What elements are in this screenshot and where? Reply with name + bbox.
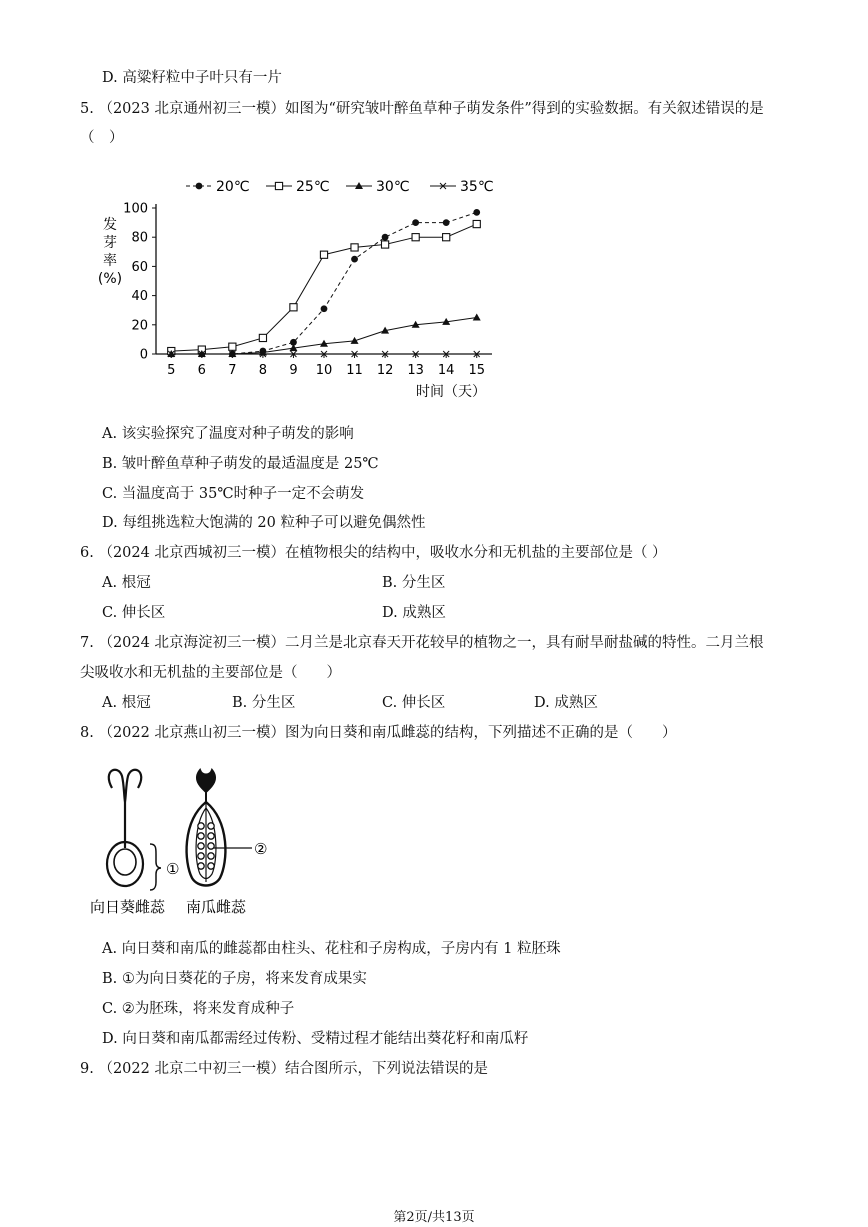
q7-option-b: B. 分生区 xyxy=(232,695,296,711)
q4-option-d: D. 高粱籽粒中子叶只有一片 xyxy=(102,70,282,86)
series-1 xyxy=(168,220,481,354)
x-tick-label: 7 xyxy=(228,363,237,378)
caption-pumpkin: 南瓜雌蕊 xyxy=(186,898,247,916)
data-point xyxy=(381,241,388,248)
data-point xyxy=(473,220,480,227)
y-axis-label-char: (%) xyxy=(97,271,123,287)
x-tick-label: 6 xyxy=(197,363,206,378)
caption-sunflower: 向日葵雌蕊 xyxy=(90,898,166,916)
data-point xyxy=(473,314,481,321)
y-axis-label-char: 发 xyxy=(103,217,117,233)
brace xyxy=(150,844,161,890)
q6-option-d: D. 成熟区 xyxy=(382,605,446,621)
y-tick-label: 0 xyxy=(139,347,148,363)
y-tick-label: 100 xyxy=(123,201,148,217)
label-2: ② xyxy=(254,840,268,858)
label-1: ① xyxy=(166,860,180,878)
q7-option-a: A. 根冠 xyxy=(102,695,151,711)
y-axis-label-char: 率 xyxy=(103,253,117,269)
q5-stem-line2: （ ） xyxy=(80,130,124,146)
q8-option-c: C. ②为胚珠，将来发育成种子 xyxy=(102,1001,295,1017)
y-tick-label: 80 xyxy=(131,230,148,246)
data-point xyxy=(320,251,327,258)
q8-option-b: B. ①为向日葵花的子房，将来发育成果实 xyxy=(102,971,367,987)
q6-option-a: A. 根冠 xyxy=(102,575,151,591)
data-point xyxy=(473,209,480,216)
series-line xyxy=(171,224,476,351)
legend-label: 20℃ xyxy=(216,179,250,195)
y-tick-label: 40 xyxy=(131,289,148,305)
legend-label: 30℃ xyxy=(376,179,410,195)
q8-option-a: A. 向日葵和南瓜的雌蕊都由柱头、花柱和子房构成，子房内有 1 粒胚珠 xyxy=(102,941,561,957)
data-point xyxy=(443,234,450,241)
sunflower-pistil xyxy=(107,770,143,886)
q7-stem-line1: 7. （2024 北京海淀初三一模）二月兰是北京春天开花较早的植物之一，具有耐旱耐盐碱的特性。二月兰根 xyxy=(80,635,764,651)
data-point xyxy=(351,244,358,251)
x-tick-label: 15 xyxy=(468,363,486,378)
pumpkin-pistil xyxy=(187,770,252,886)
chart-series xyxy=(167,209,480,357)
q8-stem: 8. （2022 北京燕山初三一模）图为向日葵和南瓜雌蕊的结构，下列描述不正确的是（ ） xyxy=(80,725,677,741)
x-tick-label: 11 xyxy=(346,363,363,378)
y-axis-label-char: 芽 xyxy=(103,235,117,251)
y-tick-label: 60 xyxy=(131,259,148,275)
data-point xyxy=(290,304,297,311)
q5-option-d: D. 每组挑选粒大饱满的 20 粒种子可以避免偶然性 xyxy=(102,515,426,531)
y-tick-label: 20 xyxy=(131,318,148,334)
data-point xyxy=(382,234,389,241)
x-tick-label: 13 xyxy=(407,363,424,378)
q6-option-c: C. 伸长区 xyxy=(102,605,166,621)
germination-chart xyxy=(90,168,520,408)
q9-stem: 9. （2022 北京二中初三一模）结合图所示，下列说法错误的是 xyxy=(80,1061,488,1077)
series-2 xyxy=(167,314,480,358)
data-point xyxy=(229,343,236,350)
q5-option-a: A. 该实验探究了温度对种子萌发的影响 xyxy=(102,426,354,442)
q7-option-d: D. 成熟区 xyxy=(534,695,598,711)
data-point xyxy=(412,234,419,241)
legend-label: 35℃ xyxy=(460,179,494,195)
q7-stem-line2: 尖吸收水和无机盐的主要部位是（ ） xyxy=(80,665,341,681)
x-tick-label: 8 xyxy=(258,363,268,378)
q5-option-c: C. 当温度高于 35℃时种子一定不会萌发 xyxy=(102,486,365,502)
chart-ylabel xyxy=(98,217,122,287)
x-tick-label: 9 xyxy=(289,363,298,378)
series-0 xyxy=(168,209,480,357)
x-tick-label: 12 xyxy=(376,363,394,378)
chart-axes xyxy=(123,202,492,401)
q8-option-d: D. 向日葵和南瓜都需经过传粉、受精过程才能结出葵花籽和南瓜籽 xyxy=(102,1031,529,1047)
data-point xyxy=(275,182,282,189)
data-point xyxy=(321,305,328,312)
page-footer: 第2页/共13页 xyxy=(393,1210,475,1225)
q7-option-c: C. 伸长区 xyxy=(382,695,446,711)
q5-option-b: B. 皱叶醉鱼草种子萌发的最适温度是 25℃ xyxy=(102,456,379,472)
q5-stem-line1: 5. （2023 北京通州初三一模）如图为“研究皱叶醉鱼草种子萌发条件”得到的实验数据。有关叙述错误的是 xyxy=(80,101,764,117)
data-point xyxy=(351,256,358,263)
chart-legend xyxy=(186,179,494,195)
data-point xyxy=(196,183,203,190)
q6-stem: 6. （2024 北京西城初三一模）在植物根尖的结构中，吸收水分和无机盐的主要部位是（ ） xyxy=(80,545,667,561)
x-tick-label: 14 xyxy=(437,363,455,378)
x-axis-label: 时间（天） xyxy=(416,384,486,400)
data-point xyxy=(443,219,450,226)
x-tick-label: 5 xyxy=(167,363,176,378)
x-tick-label: 10 xyxy=(315,363,333,378)
data-point xyxy=(259,334,266,341)
data-point xyxy=(412,219,419,226)
q6-option-b: B. 分生区 xyxy=(382,575,446,591)
legend-label: 25℃ xyxy=(296,179,330,195)
pistil-figure xyxy=(88,762,288,922)
series-line xyxy=(171,212,476,354)
